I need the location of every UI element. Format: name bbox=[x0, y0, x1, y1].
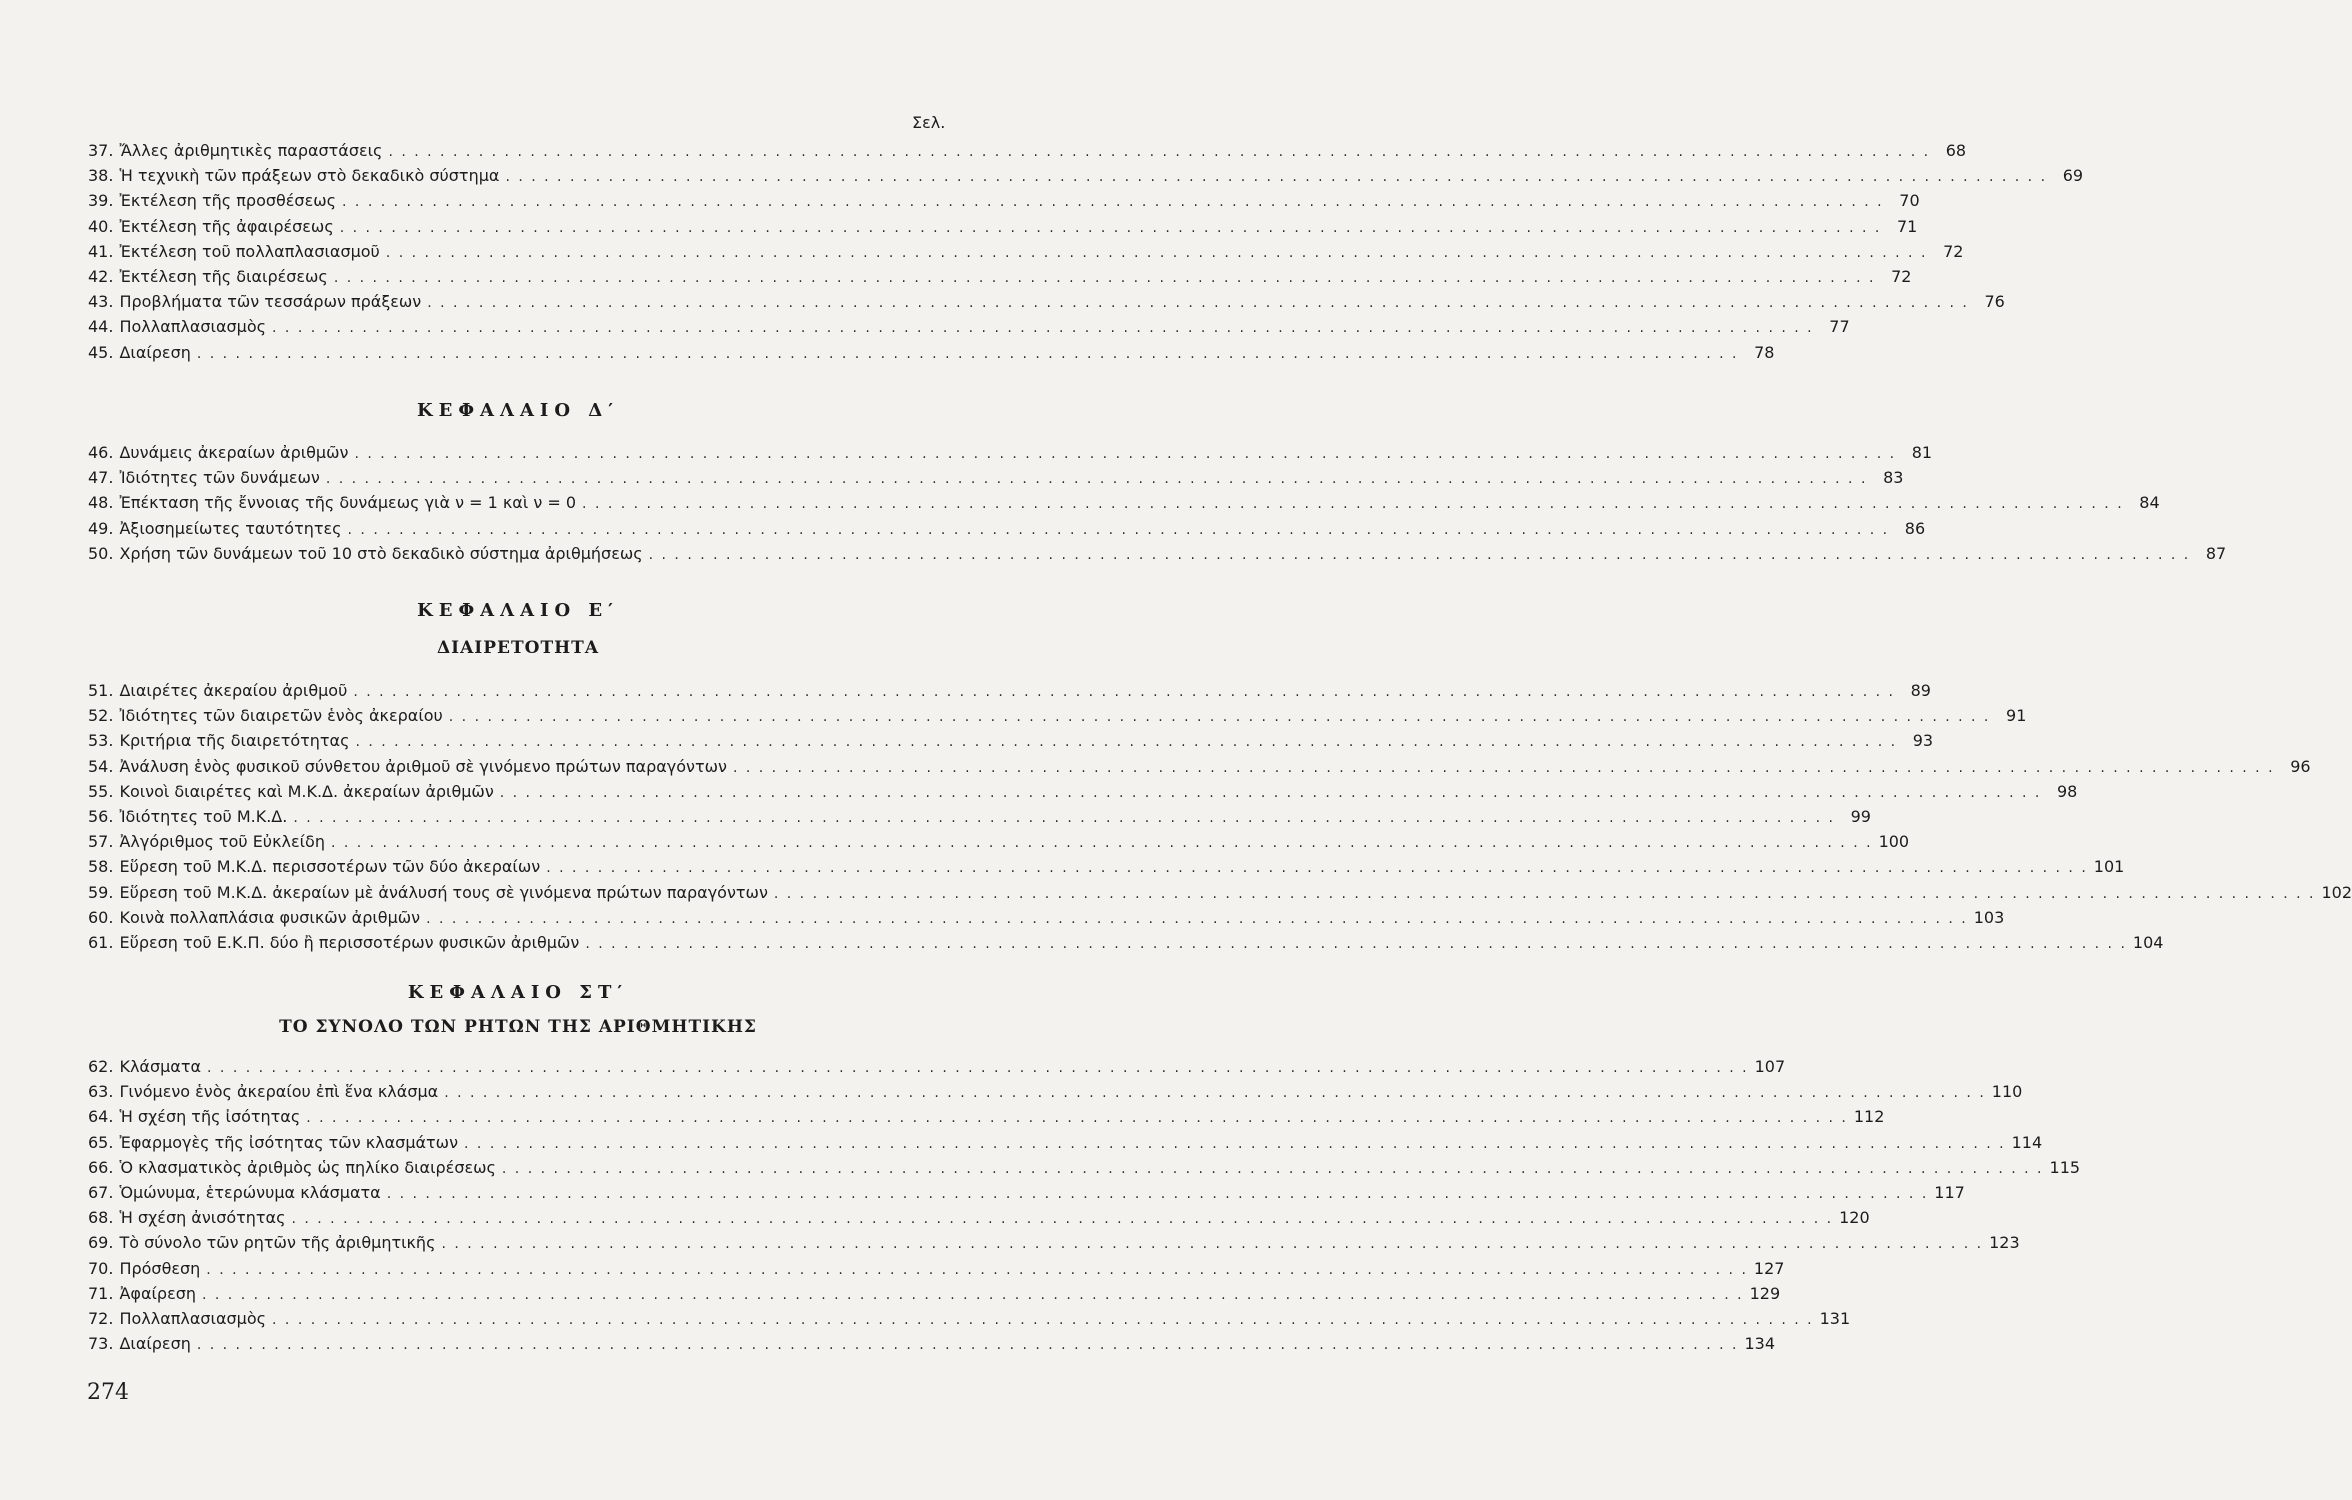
entry-title: Εὕρεση τοῦ Ε.Κ.Π. δύο ἢ περισσοτέρων φυσικῶν ἀριθμῶν bbox=[119, 932, 580, 952]
dot-leader: . . . . . . . . . . . . . . . . . . . . . . . . . . . . . . . . . . . . . . . . . . . . . . . . . . . . . . . . . . . . . . . . . . . . . . . . . . . . . . . . . . . . . . . . . . . . . . . . . . . . . . . . . . . . . . . . . . . . . . . . bbox=[272, 1311, 1814, 1328]
dot-leader: . . . . . . . . . . . . . . . . . . . . . . . . . . . . . . . . . . . . . . . . . . . . . . . . . . . . . . . . . . . . . . . . . . . . . . . . . . . . . . . . . . . . . . . . . . . . . . . . . . . . . . . . . . . . . . . . . . . . . . . . bbox=[388, 144, 1931, 160]
entry-number: 58. bbox=[88, 857, 114, 877]
toc-entry bbox=[88, 440, 1933, 465]
toc-entry bbox=[88, 1331, 1776, 1356]
entry-number: 42. bbox=[88, 266, 114, 286]
entry-title: Εὕρεση τοῦ Μ.Κ.Δ. περισσοτέρων τῶν δύο ἀκεραίων bbox=[119, 857, 541, 877]
chapter-heading-st: ΚΕΦΑΛΑΙΟ ΣΤ′ bbox=[407, 982, 629, 1003]
entry-title: Εὕρεση τοῦ Μ.Κ.Δ. ἀκεραίων μὲ ἀνάλυσή τους σὲ γινόμενα πρώτων παραγόντων bbox=[119, 882, 768, 902]
toc-entry bbox=[88, 930, 2164, 955]
entry-title: Ἄλλες ἀριθμητικὲς παραστάσεις bbox=[119, 141, 383, 160]
dot-leader: . . . . . . . . . . . . . . . . . . . . . . . . . . . . . . . . . . . . . . . . . . . . . . . . . . . . . . . . . . . . . . . . . . . . . . . . . . . . . . . . . . . . . . . . . . . . . . . . . . . . . . . . . . . . . . . . . . . . . . . . bbox=[333, 269, 1876, 286]
dot-leader: . . . . . . . . . . . . . . . . . . . . . . . . . . . . . . . . . . . . . . . . . . . . . . . . . . . . . . . . . . . . . . . . . . . . . . . . . . . . . . . . . . . . . . . . . . . . . . . . . . . . . . . . . . . . . . . . . . . . . . . . bbox=[499, 784, 2042, 801]
toc-entry bbox=[88, 340, 1775, 365]
toc-entry bbox=[88, 1130, 2043, 1155]
dot-leader: . . . . . . . . . . . . . . . . . . . . . . . . . . . . . . . . . . . . . . . . . . . . . . . . . . . . . . . . . . . . . . . . . . . . . . . . . . . . . . . . . . . . . . . . . . . . . . . . . . . . . . . . . . . . . . . . . . . . . . . . bbox=[501, 1160, 2044, 1177]
entry-title: Ἡ τεχνικὴ τῶν πράξεων στὸ δεκαδικὸ σύστημα bbox=[119, 166, 500, 186]
entry-number: 39. bbox=[88, 191, 114, 211]
dot-leader: . . . . . . . . . . . . . . . . . . . . . . . . . . . . . . . . . . . . . . . . . . . . . . . . . . . . . . . . . . . . . . . . . . . . . . . . . . . . . . . . . . . . . . . . . . . . . . . . . . . . . . . . . . . . . . . . . . . . . . . . bbox=[464, 1135, 2006, 1152]
toc-entry bbox=[88, 163, 2084, 188]
dot-leader: . . . . . . . . . . . . . . . . . . . . . . . . . . . . . . . . . . . . . . . . . . . . . . . . . . . . . . . . . . . . . . . . . . . . . . . . . . . . . . . . . . . . . . . . . . . . . . . . . . . . . . . . . . . . . . . . . . . . . . . . bbox=[353, 684, 1895, 700]
toc-entry bbox=[88, 188, 1920, 213]
chapter-heading-e: ΚΕΦΑΛΑΙΟ Ε′ bbox=[417, 600, 619, 621]
entry-number: 67. bbox=[88, 1182, 114, 1202]
entry-page: 107 bbox=[1754, 1057, 1786, 1076]
toc-entry bbox=[88, 1054, 1786, 1079]
page-number: 274 bbox=[87, 1380, 129, 1405]
entry-page: 134 bbox=[1744, 1334, 1776, 1354]
entry-title: Ἰδιότητες τῶν δυνάμεων bbox=[119, 468, 320, 488]
page-column-label: Σελ. bbox=[912, 113, 946, 132]
toc-entry bbox=[88, 516, 1926, 541]
dot-leader: . . . . . . . . . . . . . . . . . . . . . . . . . . . . . . . . . . . . . . . . . . . . . . . . . . . . . . . . . . . . . . . . . . . . . . . . . . . . . . . . . . . . . . . . . . . . . . . . . . . . . . . . . . . . . . . . . . . . . . . . bbox=[342, 194, 1884, 211]
toc-entry bbox=[88, 779, 2078, 804]
toc-entry bbox=[88, 490, 2160, 515]
dot-leader: . . . . . . . . . . . . . . . . . . . . . . . . . . . . . . . . . . . . . . . . . . . . . . . . . . . . . . . . . . . . . . . . . . . . . . . . . . . . . . . . . . . . . . . . . . . . . . . . . . . . . . . . . . . . . . . . . . . . . . . . bbox=[448, 709, 1991, 726]
entry-number: 44. bbox=[88, 317, 114, 337]
toc-block-4 bbox=[88, 1054, 2081, 1356]
dot-leader: . . . . . . . . . . . . . . . . . . . . . . . . . . . . . . . . . . . . . . . . . . . . . . . . . . . . . . . . . . . . . . . . . . . . . . . . . . . . . . . . . . . . . . . . . . . . . . . . . . . . . . . . . . . . . . . . . . . . . . . . bbox=[330, 835, 1873, 852]
entry-title: Προβλήματα τῶν τεσσάρων πράξεων bbox=[119, 292, 422, 312]
entry-number: 50. bbox=[88, 543, 114, 563]
dot-leader: . . . . . . . . . . . . . . . . . . . . . . . . . . . . . . . . . . . . . . . . . . . . . . . . . . . . . . . . . . . . . . . . . . . . . . . . . . . . . . . . . . . . . . . . . . . . . . . . . . . . . . . . . . . . . . . . . . . . . . . . bbox=[325, 471, 1868, 488]
entry-title: Τὸ σύνολο τῶν ρητῶν τῆς ἀριθμητικῆς bbox=[119, 1233, 436, 1253]
entry-number: 41. bbox=[88, 241, 114, 261]
dot-leader: . . . . . . . . . . . . . . . . . . . . . . . . . . . . . . . . . . . . . . . . . . . . . . . . . . . . . . . . . . . . . . . . . . . . . . . . . . . . . . . . . . . . . . . . . . . . . . . . . . . . . . . . . . . . . . . . . . . . . . . . bbox=[385, 244, 1928, 261]
entry-title: Πολλαπλασιασμὸς bbox=[119, 1308, 267, 1328]
entry-number: 37. bbox=[88, 141, 114, 160]
dot-leader: . . . . . . . . . . . . . . . . . . . . . . . . . . . . . . . . . . . . . . . . . . . . . . . . . . . . . . . . . . . . . . . . . . . . . . . . . . . . . . . . . . . . . . . . . . . . . . . . . . . . . . . . . . . . . . . . . . . . . . . . bbox=[196, 345, 1739, 362]
entry-number: 61. bbox=[88, 932, 114, 952]
entry-page: 120 bbox=[1839, 1208, 1870, 1228]
chapter-heading-d: ΚΕΦΑΛΑΙΟ Δ′ bbox=[416, 400, 620, 421]
entry-page: 102 bbox=[2321, 882, 2352, 902]
entry-title: Ἐκτέλεση τῆς διαιρέσεως bbox=[119, 266, 328, 286]
toc-entry bbox=[88, 728, 1934, 753]
entry-title: Ἐκτέλεση τῆς ἀφαιρέσεως bbox=[119, 216, 334, 236]
entry-page: 72 bbox=[1891, 266, 1912, 286]
entry-title: Ἐκτέλεση τῆς προσθέσεως bbox=[119, 191, 337, 211]
toc-entry bbox=[88, 264, 1912, 289]
toc-entry bbox=[88, 678, 1931, 703]
toc-entry bbox=[88, 829, 1910, 854]
dot-leader: . . . . . . . . . . . . . . . . . . . . . . . . . . . . . . . . . . . . . . . . . . . . . . . . . . . . . . . . . . . . . . . . . . . . . . . . . . . . . . . . . . . . . . . . . . . . . . . . . . . . . . . . . . . . . . . . . . . . . . . . bbox=[546, 860, 2088, 877]
toc-entry bbox=[88, 804, 1871, 829]
entry-page: 99 bbox=[1850, 806, 1871, 826]
dot-leader: . . . . . . . . . . . . . . . . . . . . . . . . . . . . . . . . . . . . . . . . . . . . . . . . . . . . . . . . . . . . . . . . . . . . . . . . . . . . . . . . . . . . . . . . . . . . . . . . . . . . . . . . . . . . . . . . . . . . . . . . bbox=[207, 1060, 1749, 1076]
entry-page: 87 bbox=[2205, 543, 2227, 563]
toc-entry bbox=[88, 239, 1964, 264]
entry-title: Διαίρεση bbox=[119, 1334, 191, 1354]
entry-page: 114 bbox=[2011, 1132, 2043, 1152]
toc-entry bbox=[88, 1079, 2023, 1104]
entry-number: 51. bbox=[88, 681, 114, 700]
toc-entry bbox=[88, 1281, 1781, 1306]
entry-number: 68. bbox=[88, 1208, 114, 1228]
toc-entry bbox=[88, 1205, 1870, 1230]
entry-title: Ἀνάλυση ἑνὸς φυσικοῦ σύνθετου ἀριθμοῦ σὲ γινόμενο πρώτων παραγόντων bbox=[119, 756, 727, 776]
dot-leader: . . . . . . . . . . . . . . . . . . . . . . . . . . . . . . . . . . . . . . . . . . . . . . . . . . . . . . . . . . . . . . . . . . . . . . . . . . . . . . . . . . . . . . . . . . . . . . . . . . . . . . . . . . . . . . . . . . . . . . . . bbox=[196, 1337, 1739, 1354]
toc-entry bbox=[88, 754, 2311, 779]
entry-number: 40. bbox=[88, 216, 114, 236]
entry-page: 70 bbox=[1899, 191, 1920, 211]
chapter-subtitle-e: ΔΙΑΙΡΕΤΟΤΗΤΑ bbox=[436, 638, 600, 658]
entry-number: 70. bbox=[88, 1258, 114, 1278]
entry-number: 43. bbox=[88, 292, 114, 312]
entry-title: Κοινοὶ διαιρέτες καὶ Μ.Κ.Δ. ἀκεραίων ἀριθμῶν bbox=[119, 781, 494, 801]
entry-number: 46. bbox=[88, 443, 114, 462]
entry-number: 65. bbox=[88, 1132, 114, 1152]
entry-page: 68 bbox=[1945, 141, 1967, 160]
entry-title: Ἐπέκταση τῆς ἔννοιας τῆς δυνάμεως γιὰ ν = 1 καὶ ν = 0 bbox=[119, 493, 577, 513]
entry-page: 78 bbox=[1754, 342, 1775, 362]
entry-title: Ὁμώνυμα, ἑτερώνυμα κλάσματα bbox=[119, 1182, 381, 1202]
toc-entry bbox=[88, 1256, 1785, 1281]
entry-number: 71. bbox=[88, 1283, 114, 1303]
entry-title: Ὁ κλασματικὸς ἀριθμὸς ὡς πηλίκο διαιρέσεως bbox=[119, 1157, 496, 1177]
entry-page: 84 bbox=[2139, 493, 2160, 513]
entry-number: 53. bbox=[88, 731, 114, 751]
entry-title: Κοινὰ πολλαπλάσια φυσικῶν ἀριθμῶν bbox=[119, 907, 421, 927]
entry-number: 52. bbox=[88, 706, 114, 726]
entry-number: 55. bbox=[88, 781, 114, 801]
entry-number: 73. bbox=[88, 1334, 114, 1354]
entry-title: Γινόμενο ἑνὸς ἀκεραίου ἐπὶ ἕνα κλάσμα bbox=[119, 1082, 439, 1102]
dot-leader: . . . . . . . . . . . . . . . . . . . . . . . . . . . . . . . . . . . . . . . . . . . . . . . . . . . . . . . . . . . . . . . . . . . . . . . . . . . . . . . . . . . . . . . . . . . . . . . . . . . . . . . . . . . . . . . . . . . . . . . . bbox=[444, 1085, 1986, 1102]
entry-page: 127 bbox=[1753, 1258, 1785, 1278]
entry-page: 89 bbox=[1910, 681, 1931, 700]
dot-leader: . . . . . . . . . . . . . . . . . . . . . . . . . . . . . . . . . . . . . . . . . . . . . . . . . . . . . . . . . . . . . . . . . . . . . . . . . . . . . . . . . . . . . . . . . . . . . . . . . . . . . . . . . . . . . . . . . . . . . . . . bbox=[732, 759, 2275, 776]
entry-page: 129 bbox=[1749, 1283, 1781, 1303]
entry-number: 64. bbox=[88, 1107, 114, 1127]
entry-page: 71 bbox=[1896, 216, 1918, 236]
entry-title: Ἀφαίρεση bbox=[119, 1283, 196, 1303]
toc-entry bbox=[88, 1306, 1851, 1331]
entry-page: 93 bbox=[1912, 731, 1934, 751]
entry-number: 48. bbox=[88, 493, 114, 513]
entry-number: 63. bbox=[88, 1082, 114, 1102]
toc-entry bbox=[88, 905, 2005, 930]
dot-leader: . . . . . . . . . . . . . . . . . . . . . . . . . . . . . . . . . . . . . . . . . . . . . . . . . . . . . . . . . . . . . . . . . . . . . . . . . . . . . . . . . . . . . . . . . . . . . . . . . . . . . . . . . . . . . . . . . . . . . . . . bbox=[354, 446, 1897, 462]
toc-entry bbox=[88, 138, 1967, 163]
dot-leader: . . . . . . . . . . . . . . . . . . . . . . . . . . . . . . . . . . . . . . . . . . . . . . . . . . . . . . . . . . . . . . . . . . . . . . . . . . . . . . . . . . . . . . . . . . . . . . . . . . . . . . . . . . . . . . . . . . . . . . . . bbox=[585, 935, 2127, 952]
entry-number: 47. bbox=[88, 468, 114, 488]
entry-page: 103 bbox=[1973, 907, 2005, 927]
entry-number: 45. bbox=[88, 342, 114, 362]
toc-entry bbox=[88, 1104, 1885, 1129]
toc-entry bbox=[88, 541, 2227, 566]
dot-leader: . . . . . . . . . . . . . . . . . . . . . . . . . . . . . . . . . . . . . . . . . . . . . . . . . . . . . . . . . . . . . . . . . . . . . . . . . . . . . . . . . . . . . . . . . . . . . . . . . . . . . . . . . . . . . . . . . . . . . . . . bbox=[505, 169, 2048, 186]
entry-number: 60. bbox=[88, 907, 114, 927]
toc-block-3 bbox=[88, 678, 2352, 955]
dot-leader: . . . . . . . . . . . . . . . . . . . . . . . . . . . . . . . . . . . . . . . . . . . . . . . . . . . . . . . . . . . . . . . . . . . . . . . . . . . . . . . . . . . . . . . . . . . . . . . . . . . . . . . . . . . . . . . . . . . . . . . . bbox=[306, 1110, 1848, 1127]
dot-leader: . . . . . . . . . . . . . . . . . . . . . . . . . . . . . . . . . . . . . . . . . . . . . . . . . . . . . . . . . . . . . . . . . . . . . . . . . . . . . . . . . . . . . . . . . . . . . . . . . . . . . . . . . . . . . . . . . . . . . . . . bbox=[773, 885, 2316, 902]
entry-page: 100 bbox=[1878, 832, 1910, 852]
toc-entry bbox=[88, 465, 1904, 490]
toc-entry bbox=[88, 854, 2125, 879]
entry-number: 59. bbox=[88, 882, 114, 902]
entry-page: 77 bbox=[1829, 317, 1850, 337]
entry-page: 96 bbox=[2290, 756, 2311, 776]
toc-entry bbox=[88, 1180, 1965, 1205]
dot-leader: . . . . . . . . . . . . . . . . . . . . . . . . . . . . . . . . . . . . . . . . . . . . . . . . . . . . . . . . . . . . . . . . . . . . . . . . . . . . . . . . . . . . . . . . . . . . . . . . . . . . . . . . . . . . . . . . . . . . . . . . bbox=[202, 1286, 1744, 1303]
dot-leader: . . . . . . . . . . . . . . . . . . . . . . . . . . . . . . . . . . . . . . . . . . . . . . . . . . . . . . . . . . . . . . . . . . . . . . . . . . . . . . . . . . . . . . . . . . . . . . . . . . . . . . . . . . . . . . . . . . . . . . . . bbox=[272, 320, 1814, 337]
entry-number: 72. bbox=[88, 1308, 114, 1328]
entry-title: Κριτήρια τῆς διαιρετότητας bbox=[119, 731, 350, 751]
entry-number: 38. bbox=[88, 166, 114, 186]
entry-number: 56. bbox=[88, 806, 114, 826]
entry-number: 69. bbox=[88, 1233, 114, 1253]
dot-leader: . . . . . . . . . . . . . . . . . . . . . . . . . . . . . . . . . . . . . . . . . . . . . . . . . . . . . . . . . . . . . . . . . . . . . . . . . . . . . . . . . . . . . . . . . . . . . . . . . . . . . . . . . . . . . . . . . . . . . . . . bbox=[291, 1211, 1834, 1228]
dot-leader: . . . . . . . . . . . . . . . . . . . . . . . . . . . . . . . . . . . . . . . . . . . . . . . . . . . . . . . . . . . . . . . . . . . . . . . . . . . . . . . . . . . . . . . . . . . . . . . . . . . . . . . . . . . . . . . . . . . . . . . . bbox=[293, 809, 1835, 826]
entry-page: 81 bbox=[1911, 443, 1933, 462]
entry-page: 98 bbox=[2057, 781, 2078, 801]
entry-title: Ἰδιότητες τῶν διαιρετῶν ἑνὸς ἀκεραίου bbox=[119, 706, 443, 726]
toc-entry bbox=[88, 703, 2027, 728]
entry-page: 123 bbox=[1989, 1233, 2020, 1253]
entry-title: Χρήση τῶν δυνάμεων τοῦ 10 στὸ δεκαδικὸ σύστημα ἀριθμήσεως bbox=[119, 543, 643, 563]
entry-title: Ἀλγόριθμος τοῦ Εὐκλείδη bbox=[119, 832, 325, 852]
dot-leader: . . . . . . . . . . . . . . . . . . . . . . . . . . . . . . . . . . . . . . . . . . . . . . . . . . . . . . . . . . . . . . . . . . . . . . . . . . . . . . . . . . . . . . . . . . . . . . . . . . . . . . . . . . . . . . . . . . . . . . . . bbox=[386, 1185, 1929, 1202]
toc-entry bbox=[88, 880, 2352, 905]
toc-entry bbox=[88, 289, 2005, 314]
entry-title: Ἰδιότητες τοῦ Μ.Κ.Δ. bbox=[119, 806, 288, 826]
entry-number: 62. bbox=[88, 1057, 114, 1076]
toc-entry bbox=[88, 214, 1918, 239]
dot-leader: . . . . . . . . . . . . . . . . . . . . . . . . . . . . . . . . . . . . . . . . . . . . . . . . . . . . . . . . . . . . . . . . . . . . . . . . . . . . . . . . . . . . . . . . . . . . . . . . . . . . . . . . . . . . . . . . . . . . . . . . bbox=[648, 546, 2191, 563]
dot-leader: . . . . . . . . . . . . . . . . . . . . . . . . . . . . . . . . . . . . . . . . . . . . . . . . . . . . . . . . . . . . . . . . . . . . . . . . . . . . . . . . . . . . . . . . . . . . . . . . . . . . . . . . . . . . . . . . . . . . . . . . bbox=[347, 521, 1890, 538]
entry-page: 91 bbox=[2006, 706, 2027, 726]
entry-page: 72 bbox=[1943, 241, 1964, 261]
toc-block-2 bbox=[88, 440, 2227, 566]
entry-number: 66. bbox=[88, 1157, 114, 1177]
dot-leader: . . . . . . . . . . . . . . . . . . . . . . . . . . . . . . . . . . . . . . . . . . . . . . . . . . . . . . . . . . . . . . . . . . . . . . . . . . . . . . . . . . . . . . . . . . . . . . . . . . . . . . . . . . . . . . . . . . . . . . . . bbox=[441, 1236, 1984, 1253]
entry-page: 112 bbox=[1853, 1107, 1885, 1127]
entry-title: Ἐφαρμογὲς τῆς ἰσότητας τῶν κλασμάτων bbox=[119, 1132, 459, 1152]
entry-title: Πρόσθεση bbox=[119, 1258, 201, 1278]
entry-title: Πολλαπλασιασμὸς bbox=[119, 317, 267, 337]
entry-page: 83 bbox=[1883, 468, 1904, 488]
entry-number: 49. bbox=[88, 518, 114, 538]
entry-page: 76 bbox=[1984, 292, 2005, 312]
entry-page: 104 bbox=[2132, 932, 2164, 952]
entry-title: Διαιρέτες ἀκεραίου ἀριθμοῦ bbox=[119, 681, 348, 700]
entry-page: 69 bbox=[2062, 166, 2084, 186]
entry-title: Διαίρεση bbox=[119, 342, 191, 362]
toc-entry bbox=[88, 1155, 2081, 1180]
dot-leader: . . . . . . . . . . . . . . . . . . . . . . . . . . . . . . . . . . . . . . . . . . . . . . . . . . . . . . . . . . . . . . . . . . . . . . . . . . . . . . . . . . . . . . . . . . . . . . . . . . . . . . . . . . . . . . . . . . . . . . . . bbox=[427, 295, 1969, 312]
entry-page: 131 bbox=[1819, 1308, 1851, 1328]
entry-number: 57. bbox=[88, 832, 114, 852]
entry-title: Ἐκτέλεση τοῦ πολλαπλασιασμοῦ bbox=[119, 241, 380, 261]
dot-leader: . . . . . . . . . . . . . . . . . . . . . . . . . . . . . . . . . . . . . . . . . . . . . . . . . . . . . . . . . . . . . . . . . . . . . . . . . . . . . . . . . . . . . . . . . . . . . . . . . . . . . . . . . . . . . . . . . . . . . . . . bbox=[582, 496, 2124, 513]
toc-entry bbox=[88, 1230, 2020, 1255]
entry-title: Ἀξιοσημείωτες ταυτότητες bbox=[119, 518, 342, 538]
entry-number: 54. bbox=[88, 756, 114, 776]
dot-leader: . . . . . . . . . . . . . . . . . . . . . . . . . . . . . . . . . . . . . . . . . . . . . . . . . . . . . . . . . . . . . . . . . . . . . . . . . . . . . . . . . . . . . . . . . . . . . . . . . . . . . . . . . . . . . . . . . . . . . . . . bbox=[206, 1261, 1748, 1278]
dot-leader: . . . . . . . . . . . . . . . . . . . . . . . . . . . . . . . . . . . . . . . . . . . . . . . . . . . . . . . . . . . . . . . . . . . . . . . . . . . . . . . . . . . . . . . . . . . . . . . . . . . . . . . . . . . . . . . . . . . . . . . . bbox=[339, 219, 1882, 236]
dot-leader: . . . . . . . . . . . . . . . . . . . . . . . . . . . . . . . . . . . . . . . . . . . . . . . . . . . . . . . . . . . . . . . . . . . . . . . . . . . . . . . . . . . . . . . . . . . . . . . . . . . . . . . . . . . . . . . . . . . . . . . . bbox=[355, 734, 1898, 751]
entry-page: 110 bbox=[1991, 1082, 2023, 1102]
entry-title: Δυνάμεις ἀκεραίων ἀριθμῶν bbox=[119, 443, 349, 462]
toc-entry bbox=[88, 314, 1850, 339]
entry-title: Ἡ σχέση ἀνισότητας bbox=[119, 1208, 286, 1228]
entry-page: 115 bbox=[2049, 1157, 2081, 1177]
entry-page: 117 bbox=[1934, 1182, 1965, 1202]
dot-leader: . . . . . . . . . . . . . . . . . . . . . . . . . . . . . . . . . . . . . . . . . . . . . . . . . . . . . . . . . . . . . . . . . . . . . . . . . . . . . . . . . . . . . . . . . . . . . . . . . . . . . . . . . . . . . . . . . . . . . . . . bbox=[426, 910, 1968, 927]
entry-title: Κλάσματα bbox=[119, 1057, 202, 1076]
chapter-subtitle-st: ΤΟ ΣΥΝΟΛΟ ΤΩΝ ΡΗΤΩΝ ΤΗΣ ΑΡΙΘΜΗΤΙΚΗΣ bbox=[279, 1017, 757, 1037]
entry-page: 86 bbox=[1904, 518, 1926, 538]
entry-page: 101 bbox=[2093, 857, 2125, 877]
toc-block-1 bbox=[88, 138, 2084, 365]
entry-title: Ἡ σχέση τῆς ἰσότητας bbox=[119, 1107, 301, 1127]
